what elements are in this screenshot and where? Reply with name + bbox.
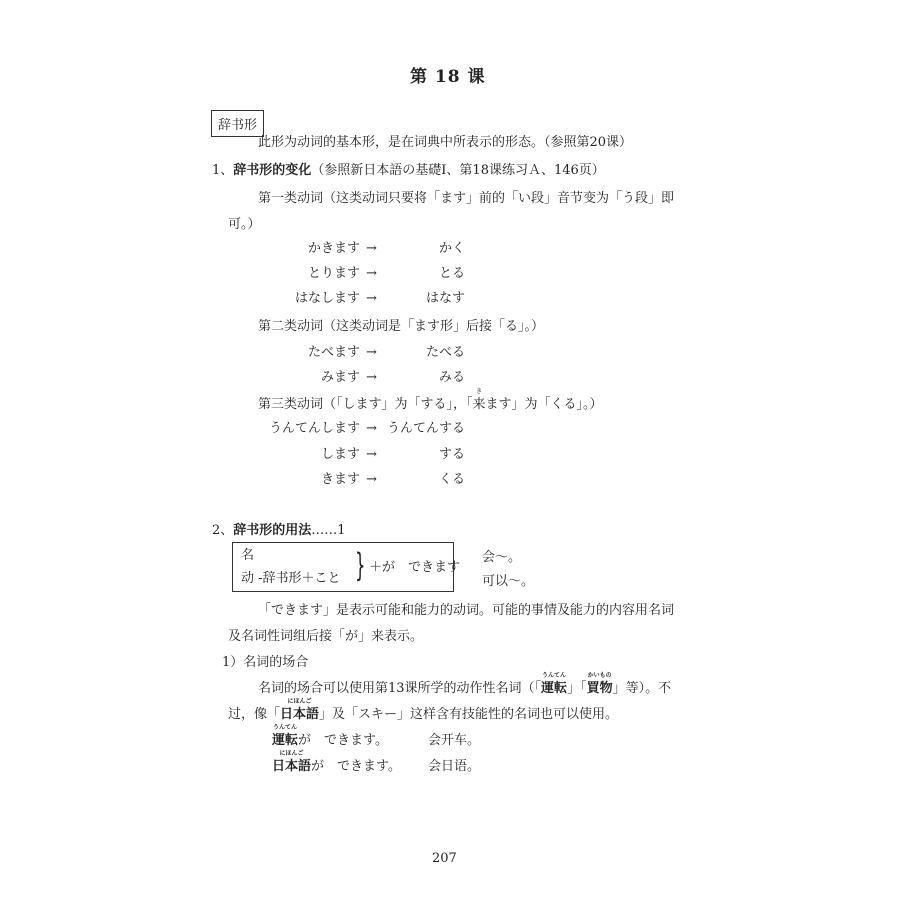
- section2-paragraph-line1: 「できます」是表示可能和能力的动词。可能的事情及能力的内容用名词: [258, 603, 675, 618]
- formula-verb: 动 -辞书形＋こと: [241, 571, 341, 586]
- section1-heading: 辞书形的变化: [233, 163, 312, 178]
- section2-suffix: ……1: [311, 523, 346, 538]
- conjugation-row: [200, 420, 500, 438]
- conjugation-row: [200, 471, 500, 489]
- nihongo-ruby: にほんご: [287, 698, 312, 705]
- group2-description: 第二类动词（这类动词是「ます形」后接「る」。）: [258, 319, 545, 334]
- conjugation-row: [200, 290, 500, 308]
- brace-icon: }: [355, 546, 366, 584]
- dictionary-form: たべる: [425, 345, 465, 360]
- arrow-icon: →: [366, 266, 377, 281]
- masu-form: はなします: [294, 291, 360, 306]
- arrow-icon: →: [366, 291, 377, 306]
- section2-number: 2、: [212, 523, 234, 538]
- dictionary-form: とる: [438, 266, 465, 281]
- dictionary-form: うんてんする: [386, 421, 465, 436]
- masu-form: とります: [307, 266, 360, 281]
- masu-form: みます: [320, 370, 360, 385]
- conjugation-row: [200, 240, 500, 258]
- conjugation-row: [200, 369, 500, 387]
- kaimono-word: かいもの 買物: [586, 672, 613, 696]
- unten-ruby: うんてん: [542, 672, 567, 679]
- masu-form: うんてんします: [268, 421, 360, 436]
- arrow-icon: →: [366, 241, 377, 256]
- section2-heading-line: [212, 522, 346, 540]
- group1-description-line1: 第一类动词（这类动词只要将「ます」前的「い段」音节变为「う段」即: [258, 191, 675, 206]
- dictionary-form: みる: [438, 370, 465, 385]
- formula-noun: 名: [241, 548, 255, 563]
- masu-form: きます: [320, 472, 360, 487]
- subsection1-paragraph-line2: 过，像「 にほんご 日本語」及「スキー」这样含有技能性的名词也可以使用。: [228, 698, 619, 722]
- conjugation-row: [200, 446, 500, 464]
- intro-text: 此形为动词的基本形，是在词典中所表示的形态。（参照第20课）: [258, 135, 633, 150]
- masu-form: かきます: [307, 241, 360, 256]
- conjugation-row: [200, 265, 500, 283]
- nihongo-word: にほんご 日本語: [280, 698, 320, 722]
- page-title: 第 18 课: [410, 67, 486, 87]
- kuru-ruby: き: [476, 388, 483, 395]
- kaimono-ruby: かいもの: [587, 672, 612, 679]
- dictionary-form: はなす: [425, 291, 465, 306]
- subsection1-paragraph-line1: 名词的场合可以使用第13课所学的动作性名词（「 うんてん 運転」「 かいもの 買物」等）。不: [258, 672, 672, 696]
- subsection1-heading: 1）名词的场合: [222, 655, 309, 670]
- meaning-2: 可以～。: [482, 574, 535, 589]
- kuru-kanji: き 来: [472, 388, 486, 412]
- group3-text-pre: 第三类动词（「します」为「する」，「: [258, 397, 473, 412]
- arrow-icon: →: [366, 345, 377, 360]
- example-2: にほんご 日本語が できます。: [272, 750, 401, 774]
- group3-text-post: ます」为「くる」。）: [485, 397, 603, 412]
- nihongo-word: にほんご 日本語: [272, 750, 312, 774]
- section1-heading-line: [212, 162, 605, 180]
- example-1: うんてん 運転が できます。: [272, 724, 388, 748]
- dictionary-form: くる: [438, 472, 465, 487]
- formula-box: [232, 542, 461, 592]
- section-label-box: 辞书形: [211, 110, 264, 137]
- page-number: 207: [432, 851, 457, 866]
- unten-word: うんてん 運転: [272, 724, 299, 748]
- meaning-1: 会～。: [482, 550, 522, 565]
- section2-paragraph-line2: 及名词性词组后接「が」来表示。: [228, 629, 424, 644]
- arrow-icon: →: [366, 472, 377, 487]
- example-1-translation: 会开车。: [428, 733, 481, 748]
- section1-number: 1、: [212, 163, 234, 178]
- masu-form: します: [320, 447, 360, 462]
- arrow-icon: →: [366, 421, 377, 436]
- conjugation-row: [200, 344, 500, 362]
- masu-form: たべます: [307, 345, 360, 360]
- unten-word: うんてん 運転: [541, 672, 568, 696]
- group1-description-line2: 可。）: [228, 217, 261, 232]
- dictionary-form: する: [438, 447, 465, 462]
- arrow-icon: →: [366, 447, 377, 462]
- section1-reference: （参照新日本語の基礎Ⅰ、第18课练习Ａ、146页）: [311, 163, 605, 178]
- group3-description: [258, 388, 603, 414]
- section2-heading: 辞书形的用法: [233, 523, 312, 538]
- example-2-translation: 会日语。: [428, 759, 481, 774]
- arrow-icon: →: [366, 370, 377, 385]
- formula-particle: ＋が できます: [369, 560, 461, 575]
- dictionary-form: かく: [438, 241, 465, 256]
